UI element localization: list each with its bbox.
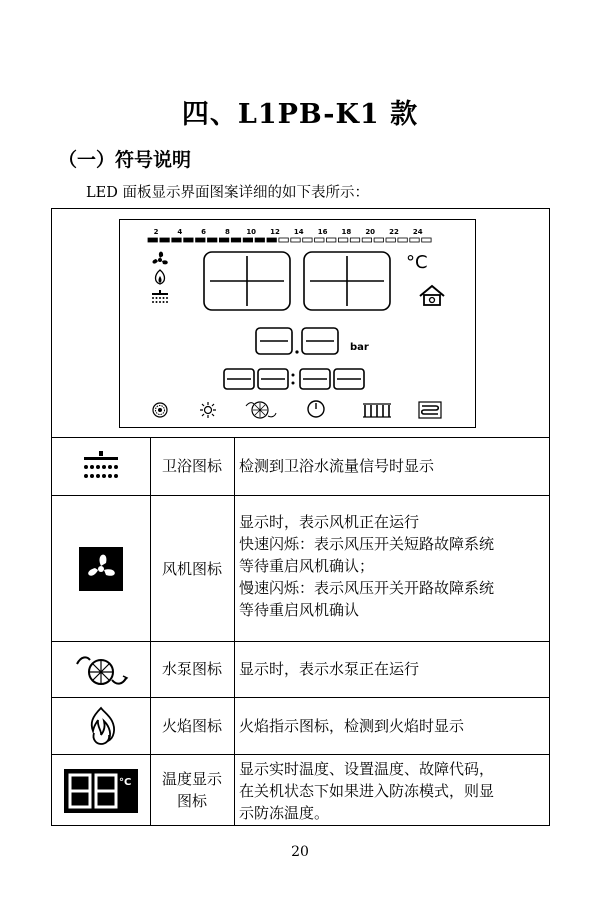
hour-block <box>172 238 181 242</box>
hour-timeline-bar <box>148 238 431 242</box>
description-line: 慢速闪烁：表示风压开关开路故障系统 <box>239 579 495 597</box>
hour-block <box>267 238 276 242</box>
main-temperature-digits <box>204 252 390 310</box>
hour-block <box>184 238 193 242</box>
row-name-line: 温度显示 <box>161 770 222 788</box>
hour-block <box>279 238 288 242</box>
hour-block <box>160 238 169 242</box>
house-icon <box>420 286 444 305</box>
hour-block <box>374 238 383 242</box>
intro-text: LED 面板显示界面图案详细的如下表所示： <box>86 185 369 201</box>
hour-block <box>315 238 324 242</box>
description-line: 等待重启风机确认 <box>239 601 360 619</box>
hour-tick-label: 20 <box>365 228 376 236</box>
hour-block <box>243 238 252 242</box>
row-name: 水泵图标 <box>161 660 222 678</box>
led-panel-illustration <box>119 219 476 428</box>
hour-tick-label: 4 <box>177 228 183 236</box>
description-line: 检测到卫浴水流量信号时显示 <box>239 457 435 475</box>
flame-icon <box>156 270 165 284</box>
hour-block <box>219 238 228 242</box>
radiator-icon <box>363 404 391 417</box>
pump-icon <box>52 642 150 697</box>
description-line: 火焰指示图标，检测到火焰时显示 <box>239 717 465 735</box>
hour-block <box>303 238 312 242</box>
page-title: 四、L1PB-K1 款 <box>181 99 419 130</box>
shower-icon <box>52 438 150 495</box>
hour-tick-label: 16 <box>317 228 328 236</box>
fan-icon <box>152 252 167 265</box>
pump-icon <box>246 402 276 418</box>
hour-block <box>255 238 264 242</box>
clock-digits <box>224 369 364 389</box>
description-line: 示防冻温度。 <box>239 804 330 822</box>
celsius-unit: °C <box>406 252 428 273</box>
column-divider <box>234 437 235 826</box>
hour-block <box>422 238 431 242</box>
coil-icon <box>419 402 441 418</box>
hour-block <box>148 238 157 242</box>
hour-tick-label: 14 <box>293 228 304 236</box>
hour-block <box>398 238 407 242</box>
pressure-digits <box>256 328 338 354</box>
row-name <box>150 768 234 812</box>
row-description <box>239 511 547 621</box>
description-line: 显示时，表示风机正在运行 <box>239 513 420 531</box>
hour-block <box>350 238 359 242</box>
hour-block <box>362 238 371 242</box>
row-description <box>239 758 547 824</box>
description-line: 显示实时温度、设置温度、故障代码， <box>239 760 495 778</box>
svg-text:°C: °C <box>119 776 132 788</box>
hour-block <box>410 238 419 242</box>
temperature-display-icon <box>52 755 150 826</box>
hour-tick-label: 6 <box>201 228 207 236</box>
hour-tick-label: 10 <box>246 228 257 236</box>
hour-tick-labels <box>154 228 423 236</box>
hour-block <box>231 238 240 242</box>
hour-tick-label: 24 <box>412 228 423 236</box>
row-description <box>239 715 547 737</box>
description-line: 在关机状态下如果进入防冻模式，则显 <box>239 782 495 800</box>
row-name: 火焰图标 <box>161 717 222 735</box>
hour-block <box>338 238 347 242</box>
page-number: 20 <box>291 844 309 860</box>
flame-icon <box>52 698 150 754</box>
row-name: 风机图标 <box>161 560 222 578</box>
row-name: 卫浴图标 <box>161 457 222 475</box>
hour-block <box>291 238 300 242</box>
hour-tick-label: 12 <box>270 228 280 236</box>
row-description <box>239 658 547 680</box>
hour-block <box>386 238 395 242</box>
hour-tick-label: 18 <box>341 228 352 236</box>
description-line: 快速闪烁：表示风压开关短路故障系统 <box>239 535 495 553</box>
fan-icon <box>52 496 150 641</box>
pressure-unit: bar <box>350 342 369 353</box>
led-panel-graphic <box>120 220 474 426</box>
row-description <box>239 455 547 477</box>
hour-block <box>327 238 336 242</box>
shower-icon <box>152 290 168 303</box>
hour-tick-label: 8 <box>224 228 230 236</box>
section-heading: （一）符号说明 <box>58 149 192 171</box>
sun-icon <box>200 402 216 418</box>
description-line: 显示时，表示水泵正在运行 <box>239 660 420 678</box>
description-line: 等待重启风机确认； <box>239 557 375 575</box>
hour-block <box>196 238 205 242</box>
hour-tick-label: 22 <box>389 228 399 236</box>
hour-block <box>208 238 217 242</box>
hour-tick-label: 2 <box>153 228 159 236</box>
burner-icon <box>153 403 167 417</box>
timer-icon <box>308 401 324 417</box>
row-name-line: 图标 <box>176 792 207 810</box>
